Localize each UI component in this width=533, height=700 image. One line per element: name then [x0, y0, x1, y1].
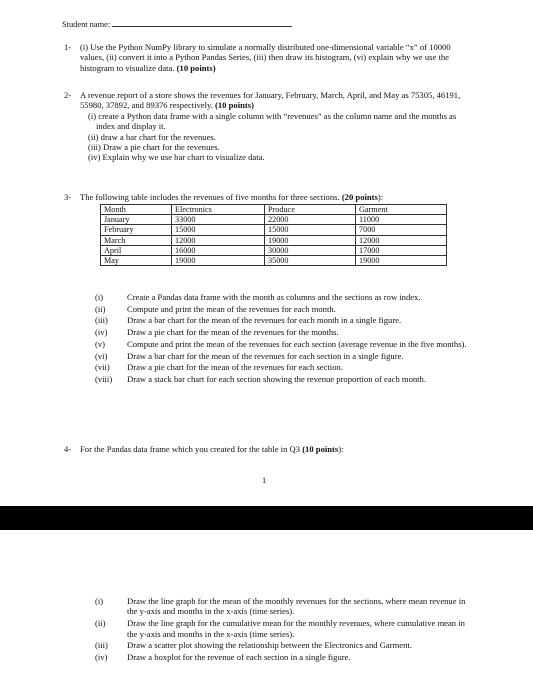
- table-header-cell: Produce: [265, 205, 356, 215]
- list-item: [95, 362, 475, 372]
- table-header-cell: Month: [101, 205, 172, 215]
- table-cell: 35000: [265, 256, 356, 266]
- question-4-body: For the Pandas data frame which you created for the table in Q3: [80, 444, 301, 454]
- table-cell: 19000: [356, 256, 447, 266]
- question-2-sub-3: (iii) Draw a pie chart for the revenues.: [88, 142, 220, 153]
- list-item-text: Create a Pandas data frame with the month as columns and the sections as row index.: [127, 292, 421, 302]
- table-row: [101, 225, 447, 235]
- question-3-items: [95, 292, 475, 386]
- list-item: [95, 339, 475, 349]
- table-cell: 7000: [356, 225, 447, 235]
- table-cell: 12000: [172, 235, 265, 245]
- table-cell: January: [101, 215, 172, 225]
- question-3: [64, 192, 474, 202]
- question-3-text: [80, 192, 474, 202]
- question-4-points: (10 points: [302, 444, 339, 454]
- list-item: [95, 327, 475, 337]
- list-item-number: (ii): [95, 303, 106, 314]
- list-item-text: Draw a scatter plot showing the relationship between the Electronics and Garment.: [127, 640, 412, 651]
- list-item: [95, 596, 475, 617]
- table-cell: 30000: [265, 245, 356, 255]
- list-item: [95, 315, 475, 325]
- question-1-body: (i) Use the Python NumPy library to simulate a normally distributed one-dimensional variable “x” of 10000 values, (ii) convert it into a Python Pandas Series, (iii) then draw its histogram, (vi) explain why we use the histogram to visualize data.: [80, 42, 451, 73]
- question-3-points-suffix: ):: [377, 192, 384, 202]
- table-cell: February: [101, 225, 172, 235]
- list-item-number: (ii): [95, 618, 106, 629]
- list-item-number: (iii): [95, 315, 108, 326]
- list-item-number: (iii): [95, 640, 108, 651]
- table-cell: March: [101, 235, 172, 245]
- question-4-text: [80, 444, 474, 454]
- question-2: [64, 90, 474, 163]
- question-2-body: A revenue report of a store shows the revenues for January, February, March, April, and May as 75305, 46191, 55980, 37892, and 89376 respectively.: [80, 90, 461, 111]
- question-1: [64, 42, 474, 73]
- list-item-number: (i): [95, 596, 104, 606]
- list-item: [95, 351, 475, 361]
- question-1-text: [80, 42, 474, 73]
- table-header-row: [101, 205, 447, 215]
- table-cell: 15000: [265, 225, 356, 235]
- question-2-points: (10 points): [215, 100, 254, 111]
- question-4-items: [95, 596, 475, 664]
- table-cell: April: [101, 245, 172, 255]
- question-3-points: (20 points: [341, 192, 378, 202]
- question-1-points: (10 points): [176, 62, 216, 73]
- table-header-cell: Garment: [356, 205, 447, 215]
- list-item-number: (iv): [95, 651, 108, 662]
- student-name-label: Student name:: [62, 20, 111, 29]
- table-row: [101, 215, 447, 225]
- list-item-text: Draw a boxplot for the revenue of each section in a single figure.: [127, 651, 351, 662]
- table-header-cell: Electronics: [172, 205, 265, 215]
- table-cell: 19000: [172, 256, 265, 266]
- list-item: [95, 304, 475, 314]
- table-row: [101, 235, 447, 245]
- list-item: [95, 640, 475, 650]
- question-2-number: 2-: [64, 90, 72, 100]
- question-2-text: [80, 90, 474, 111]
- question-2-sub-4: (iv) Explain why we use bar chart to visualize data.: [88, 152, 265, 163]
- list-item-text: Draw a bar chart for the mean of the revenues for each month in a single figure.: [127, 315, 402, 326]
- question-1-number: 1-: [64, 42, 72, 52]
- table-row: [101, 245, 447, 255]
- table-cell: 11000: [356, 215, 447, 225]
- list-item-text: Compute and print the mean of the revenues for each section (average revenue in the five months).: [127, 338, 467, 349]
- question-2-sub-2: (ii) draw a bar chart for the revenues.: [88, 131, 216, 142]
- list-item-number: (vii): [95, 362, 110, 373]
- list-item-number: (iv): [95, 327, 108, 338]
- student-name-field: [62, 18, 292, 30]
- list-item: [95, 374, 475, 384]
- question-2-sub-1: (i) create a Python data frame with a single column with “revenues” as the column name and the months as index and display it.: [88, 110, 457, 132]
- list-item-number: (viii): [95, 373, 113, 384]
- list-item-text: Draw the line graph for the mean of the monthly revenues for the sections, where mean revenue in the y-axis and months in the x-axis (time series).: [127, 596, 466, 617]
- question-4: [64, 444, 474, 454]
- question-4-points-suffix: ):: [338, 444, 344, 454]
- list-item-number: (vi): [95, 350, 108, 361]
- list-item-text: Draw a pie chart for the mean of the revenues for the months.: [127, 327, 339, 338]
- question-3-number: 3-: [64, 192, 72, 202]
- question-4-number: 4-: [64, 444, 72, 454]
- table-cell: 19000: [265, 235, 356, 245]
- list-item-text: Draw a bar chart for the mean of the revenues for each section in a single figure.: [127, 350, 404, 361]
- table-cell: 15000: [172, 225, 265, 235]
- list-item: [95, 652, 475, 662]
- list-item: [95, 618, 475, 639]
- page-number: 1: [262, 476, 267, 485]
- table-cell: 17000: [356, 245, 447, 255]
- list-item-text: Draw the line graph for the cumulative mean for the monthly revenues, where cumulative mean in the y-axis and months in the x-axis (time series).: [127, 618, 465, 639]
- list-item-text: Compute and print the mean of the revenues for each month.: [127, 303, 336, 314]
- list-item-number: (i): [95, 292, 104, 302]
- student-name-line: [112, 18, 292, 27]
- table-row: [101, 256, 447, 266]
- list-item-text: Draw a stack bar chart for each section showing the revenue proportion of each month.: [127, 373, 426, 384]
- page-2: [0, 530, 533, 700]
- list-item-number: (v): [95, 338, 106, 349]
- list-item-text: Draw a pie chart for the mean of the revenues for each section.: [127, 362, 343, 373]
- question-3-body: The following table includes the revenues of five months for three sections.: [80, 192, 340, 202]
- table-cell: 22000: [265, 215, 356, 225]
- list-item: [95, 292, 475, 302]
- table-cell: 33000: [172, 215, 265, 225]
- revenue-table: [100, 204, 447, 266]
- table-cell: May: [101, 256, 172, 266]
- table-cell: 12000: [356, 235, 447, 245]
- table-cell: 16000: [172, 245, 265, 255]
